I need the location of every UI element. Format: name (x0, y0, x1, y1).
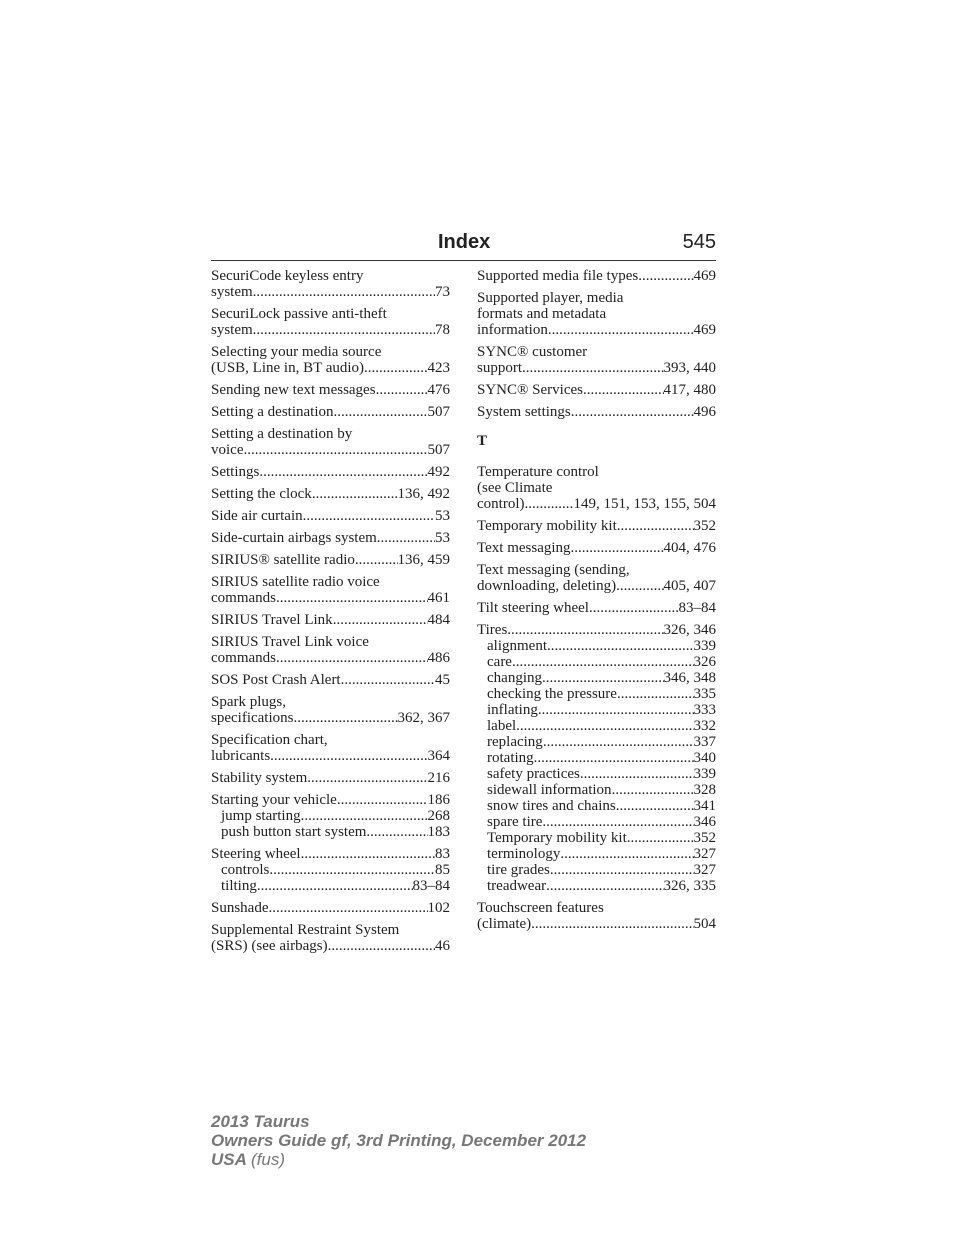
entry-term: jump starting (221, 808, 301, 824)
entry-page-ref: 461 (427, 590, 450, 606)
entry-term: support (477, 360, 522, 376)
entry-term: SYNC® customer (477, 344, 588, 360)
entry-term: SIRIUS Travel Link voice (211, 634, 369, 650)
entry-term: Setting a destination by (211, 426, 353, 442)
entry-term: tire grades (487, 862, 550, 878)
entry-term: Selecting your media source (211, 344, 382, 360)
index-subentry (477, 782, 716, 798)
index-entry (477, 518, 716, 534)
index-entry-line (211, 404, 450, 420)
index-entry-line (211, 710, 450, 726)
index-entry-line (211, 284, 450, 300)
entry-page-ref: 327 (693, 862, 716, 878)
entry-page-ref: 333 (693, 702, 716, 718)
entry-term: Supported player, media (477, 290, 624, 306)
leader-dots (301, 808, 428, 824)
index-entry-line (211, 900, 450, 916)
index-entry-line (477, 622, 716, 638)
leader-dots (364, 360, 427, 376)
entry-term: alignment (487, 638, 547, 654)
leader-dots (259, 464, 427, 480)
index-entry (477, 540, 716, 556)
entry-term: safety practices (487, 766, 580, 782)
index-entry-line (211, 486, 450, 502)
entry-term: Specification chart, (211, 732, 328, 748)
index-entry (211, 792, 450, 840)
leader-dots (512, 654, 694, 670)
entry-term: inflating (487, 702, 538, 718)
entry-term: Text messaging (477, 540, 571, 556)
index-entry-line (211, 508, 450, 524)
entry-page-ref: 346 (693, 814, 716, 830)
entry-page-ref: 136, 459 (397, 552, 450, 568)
leader-dots (253, 284, 435, 300)
index-entry (477, 600, 716, 616)
entry-page-ref: 136, 492 (397, 486, 450, 502)
leader-dots (524, 496, 573, 512)
page-number: 545 (682, 231, 716, 253)
index-subentry (477, 798, 716, 814)
leader-dots (276, 650, 428, 666)
entry-page-ref: 346, 348 (663, 670, 716, 686)
entry-term: Text messaging (sending, (477, 562, 630, 578)
entry-page-ref: 78 (435, 322, 450, 338)
leader-dots (355, 552, 398, 568)
leader-dots (341, 672, 435, 688)
entry-page-ref: 339 (693, 638, 716, 654)
entry-term: downloading, deleting) (477, 578, 617, 594)
index-entry-line (211, 672, 450, 688)
index-subentry (477, 878, 716, 894)
index-subentry (477, 718, 716, 734)
index-subentry (477, 814, 716, 830)
entry-term: (USB, Line in, BT audio) (211, 360, 365, 376)
entry-page-ref: 186 (427, 792, 450, 808)
footer-guide-info: Owners Guide gf, 3rd Printing, December 2012 (211, 1131, 587, 1150)
entry-term: Sending new text messages (211, 382, 376, 398)
index-entry-line (211, 382, 450, 398)
index-entry-line (477, 518, 716, 534)
leader-dots (337, 792, 428, 808)
index-entry-line (477, 404, 716, 420)
entry-term: system (211, 322, 253, 338)
index-entry (211, 404, 450, 420)
entry-term: formats and metadata (477, 306, 607, 322)
entry-term: system (211, 284, 253, 300)
index-entry-line (211, 732, 450, 748)
entry-term: specifications (211, 710, 294, 726)
leader-dots (257, 878, 413, 894)
index-entry-line (211, 938, 450, 954)
index-entry (477, 562, 716, 594)
entry-page-ref: 337 (693, 734, 716, 750)
entry-term: Setting the clock (211, 486, 312, 502)
entry-page-ref: 469 (693, 322, 716, 338)
entry-term: (SRS) (see airbags) (211, 938, 328, 954)
entry-term: Temporary mobility kit (487, 830, 627, 846)
leader-dots (580, 766, 694, 782)
entry-page-ref: 268 (427, 808, 450, 824)
entry-term: tilting (221, 878, 257, 894)
leader-dots (276, 590, 428, 606)
entry-term: System settings (477, 404, 571, 420)
entry-term: SIRIUS Travel Link (211, 612, 333, 628)
entry-term: rotating (487, 750, 534, 766)
leader-dots (312, 486, 398, 502)
index-entry (211, 530, 450, 546)
leader-dots (376, 382, 428, 398)
index-entry (211, 268, 450, 300)
entry-page-ref: 73 (435, 284, 450, 300)
index-entry-line (477, 322, 716, 338)
index-entry-line (211, 612, 450, 628)
index-entry (211, 306, 450, 338)
index-entry (211, 508, 450, 524)
entry-page-ref: 484 (427, 612, 450, 628)
index-entry-line (211, 322, 450, 338)
entry-page-ref: 469 (693, 268, 716, 284)
leader-dots (307, 770, 427, 786)
index-entry-line (477, 600, 716, 616)
entry-term: SIRIUS® satellite radio (211, 552, 355, 568)
index-subentry (477, 686, 716, 702)
leader-dots (507, 622, 663, 638)
index-entry-line (211, 360, 450, 376)
index-entry-line (211, 530, 450, 546)
leader-dots (550, 862, 694, 878)
entry-term: commands (211, 590, 276, 606)
index-entry-line (211, 306, 450, 322)
index-entry-line (211, 552, 450, 568)
index-subentry (477, 638, 716, 654)
index-entry (477, 464, 716, 512)
entry-page-ref: 339 (693, 766, 716, 782)
leader-dots (243, 442, 427, 458)
entry-page-ref: 102 (427, 900, 450, 916)
entry-term: Temperature control (477, 464, 599, 480)
leader-dots (333, 404, 427, 420)
page-header (211, 230, 716, 261)
index-entry-line (477, 360, 716, 376)
index-entry-line (211, 590, 450, 606)
leader-dots (546, 878, 663, 894)
index-entry-line (211, 650, 450, 666)
entry-page-ref: 352 (693, 830, 716, 846)
index-entry-line (477, 268, 716, 284)
entry-page-ref: 476 (427, 382, 450, 398)
leader-dots (589, 600, 679, 616)
entry-page-ref: 45 (435, 672, 450, 688)
entry-term: replacing (487, 734, 543, 750)
leader-dots (560, 846, 693, 862)
entry-page-ref: 405, 407 (663, 578, 716, 594)
entry-page-ref: 492 (427, 464, 450, 480)
index-entry-line (211, 268, 450, 284)
index-subentry (477, 750, 716, 766)
entry-term: checking the pressure (487, 686, 617, 702)
index-entry (477, 622, 716, 894)
index-entry-line (211, 344, 450, 360)
index-entry (211, 344, 450, 376)
entry-term: Supported media file types (477, 268, 639, 284)
entry-term: controls (221, 862, 270, 878)
entry-term: SYNC® Services (477, 382, 583, 398)
entry-term: Temporary mobility kit (477, 518, 617, 534)
entry-term: Touchscreen features (477, 900, 604, 916)
entry-term: SecuriCode keyless entry (211, 268, 364, 284)
index-entry-line (211, 748, 450, 764)
leader-dots (328, 938, 435, 954)
index-entry-line (477, 464, 716, 480)
index-section-t (477, 464, 716, 932)
leader-dots (516, 718, 693, 734)
index-entry-line (211, 694, 450, 710)
leader-dots (253, 322, 435, 338)
leader-dots (542, 670, 664, 686)
entry-page-ref: 352 (693, 518, 716, 534)
index-entry-line (211, 634, 450, 650)
index-entry (211, 464, 450, 480)
index-subentry (477, 766, 716, 782)
entry-term: control) (477, 496, 525, 512)
entry-page-ref: 364 (427, 748, 450, 764)
entry-page-ref: 183 (427, 824, 450, 840)
leader-dots (612, 782, 694, 798)
entry-page-ref: 83 (435, 846, 450, 862)
index-entry (211, 770, 450, 786)
index-entry-line (477, 306, 716, 322)
index-entry-line (477, 290, 716, 306)
entry-term: Steering wheel (211, 846, 301, 862)
index-entry (211, 694, 450, 726)
leader-dots (616, 798, 694, 814)
index-entry-line (477, 916, 716, 932)
leader-dots (269, 900, 428, 916)
entry-term: care (487, 654, 512, 670)
entry-term: treadwear (487, 878, 547, 894)
entry-term: lubricants (211, 748, 271, 764)
entry-page-ref: 216 (427, 770, 450, 786)
index-entry-line (477, 900, 716, 916)
entry-term: commands (211, 650, 276, 666)
entry-page-ref: 83–84 (678, 600, 716, 616)
leader-dots (583, 382, 664, 398)
index-entry (477, 382, 716, 398)
index-entry (477, 268, 716, 284)
footer-region-main: USA (211, 1150, 247, 1169)
index-subentry (477, 830, 716, 846)
entry-page-ref: 328 (693, 782, 716, 798)
entry-term: label (487, 718, 517, 734)
entry-term: Sunshade (211, 900, 269, 916)
index-subentry (477, 670, 716, 686)
entry-term: Starting your vehicle (211, 792, 337, 808)
entry-page-ref: 85 (435, 862, 450, 878)
entry-page-ref: 53 (435, 530, 450, 546)
entry-term: Side-curtain airbags system (211, 530, 377, 546)
index-entry (211, 426, 450, 458)
entry-page-ref: 417, 480 (663, 382, 716, 398)
entry-term: Supplemental Restraint System (211, 922, 400, 938)
entry-term: terminology (487, 846, 561, 862)
index-entry-line (477, 578, 716, 594)
index-entry-line (211, 922, 450, 938)
index-entry (211, 382, 450, 398)
index-entry (211, 922, 450, 954)
entry-term: spare tire (487, 814, 543, 830)
index-entry (211, 732, 450, 764)
index-entry-line (477, 496, 716, 512)
footer-region-code: (fus) (251, 1150, 285, 1169)
leader-dots (522, 360, 664, 376)
entry-term: Tires (477, 622, 508, 638)
entry-page-ref: 46 (435, 938, 450, 954)
leader-dots (571, 404, 694, 420)
leader-dots (538, 702, 694, 718)
leader-dots (617, 686, 694, 702)
entry-term: Stability system (211, 770, 308, 786)
index-entry-line (211, 464, 450, 480)
entry-page-ref: 507 (427, 404, 450, 420)
leader-dots (531, 916, 693, 932)
index-entry-line (211, 426, 450, 442)
index-entry (477, 404, 716, 420)
entry-page-ref: 326 (693, 654, 716, 670)
entry-page-ref: 393, 440 (663, 360, 716, 376)
entry-term: SOS Post Crash Alert (211, 672, 341, 688)
index-subentry (211, 808, 450, 824)
entry-page-ref: 53 (435, 508, 450, 524)
index-entry-line (477, 382, 716, 398)
leader-dots (627, 830, 694, 846)
index-entry-line (211, 574, 450, 590)
entry-page-ref: 404, 476 (663, 540, 716, 556)
entry-page-ref: 507 (427, 442, 450, 458)
entry-term: information (477, 322, 548, 338)
index-entry (211, 486, 450, 502)
entry-term: voice (211, 442, 244, 458)
leader-dots (377, 530, 435, 546)
leader-dots (534, 750, 694, 766)
index-subentry (211, 878, 450, 894)
leader-dots (616, 578, 663, 594)
entry-page-ref: 341 (693, 798, 716, 814)
entry-page-ref: 83–84 (412, 878, 450, 894)
entry-term: changing (487, 670, 542, 686)
entry-term: Spark plugs, (211, 694, 286, 710)
entry-term: Side air curtain (211, 508, 303, 524)
footer-model: 2013 Taurus (211, 1112, 310, 1131)
index-entry-line (211, 442, 450, 458)
index-subentry (477, 654, 716, 670)
entry-term: push button start system (221, 824, 367, 840)
index-section-s-continued (477, 268, 716, 420)
leader-dots (542, 814, 693, 830)
entry-page-ref: 149, 151, 153, 155, 504 (573, 496, 716, 512)
index-entry (211, 634, 450, 666)
index-entry (477, 900, 716, 932)
leader-dots (547, 638, 694, 654)
page-footer (211, 1112, 586, 1169)
entry-term: Setting a destination (211, 404, 334, 420)
entry-term: (climate) (477, 916, 532, 932)
index-entry (211, 900, 450, 916)
index-column-left (211, 268, 450, 960)
entry-term: Settings (211, 464, 260, 480)
index-subentry (477, 702, 716, 718)
leader-dots (571, 540, 664, 556)
index-subentry (477, 862, 716, 878)
index-entry (211, 612, 450, 628)
index-column-right (477, 268, 716, 938)
index-entry (477, 344, 716, 376)
index-entry-line (211, 792, 450, 808)
index-subentry (211, 824, 450, 840)
entry-page-ref: 335 (693, 686, 716, 702)
index-subentry (211, 862, 450, 878)
entry-page-ref: 486 (427, 650, 450, 666)
index-entry-line (211, 770, 450, 786)
entry-term: (see Climate (477, 480, 553, 496)
entry-page-ref: 496 (693, 404, 716, 420)
entry-page-ref: 362, 367 (397, 710, 450, 726)
leader-dots (293, 710, 397, 726)
leader-dots (548, 322, 694, 338)
index-subentry (477, 846, 716, 862)
leader-dots (617, 518, 694, 534)
entry-page-ref: 326, 346 (663, 622, 716, 638)
leader-dots (333, 612, 428, 628)
entry-page-ref: 332 (693, 718, 716, 734)
entry-term: snow tires and chains (487, 798, 616, 814)
index-entry (477, 290, 716, 338)
leader-dots (270, 748, 427, 764)
leader-dots (301, 846, 435, 862)
index-entry (211, 552, 450, 568)
index-entry-line (477, 562, 716, 578)
entry-term: SIRIUS satellite radio voice (211, 574, 380, 590)
leader-dots (543, 734, 694, 750)
entry-term: sidewall information (487, 782, 612, 798)
index-entry (211, 574, 450, 606)
footer-region (211, 1150, 586, 1169)
entry-page-ref: 327 (693, 846, 716, 862)
leader-dots (269, 862, 435, 878)
index-entry-line (211, 846, 450, 862)
entry-term: Tilt steering wheel (477, 600, 589, 616)
index-entry-line (477, 480, 716, 496)
entry-page-ref: 504 (693, 916, 716, 932)
page-title: Index (438, 231, 491, 253)
index-entry-line (477, 344, 716, 360)
section-letter: T (477, 433, 488, 449)
index-entry (211, 846, 450, 894)
entry-term: SecuriLock passive anti-theft (211, 306, 387, 322)
entry-page-ref: 340 (693, 750, 716, 766)
index-subentry (477, 734, 716, 750)
index-entry (211, 672, 450, 688)
leader-dots (366, 824, 427, 840)
leader-dots (303, 508, 435, 524)
index-entry-line (477, 540, 716, 556)
entry-page-ref: 326, 335 (663, 878, 716, 894)
leader-dots (638, 268, 693, 284)
entry-page-ref: 423 (427, 360, 450, 376)
